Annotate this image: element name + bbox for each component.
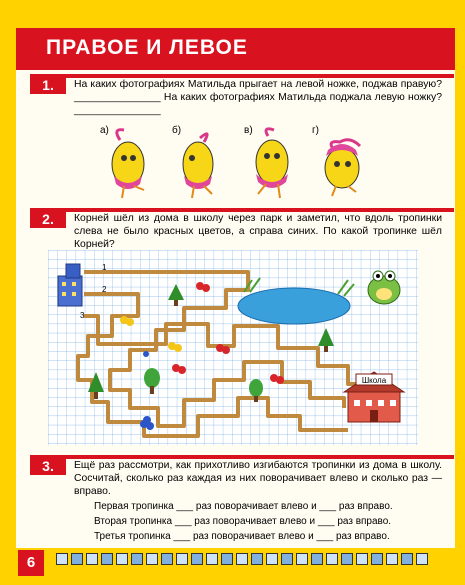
decor-tile xyxy=(311,553,323,565)
task1-number: 1. xyxy=(30,76,66,94)
task2-number: 2. xyxy=(30,210,66,228)
task3-text: Ещё раз рассмотри, как прихотливо изгибаются тропинки из дома в школу. Сосчитай, сколько раз каждая из них поворачивает влево и сколько раз — вправо. xyxy=(74,460,442,497)
decor-tile xyxy=(386,553,398,565)
chick-illustration-a xyxy=(112,130,144,198)
decor-tile xyxy=(116,553,128,565)
chick-illustration-v xyxy=(256,129,288,198)
decor-tile xyxy=(86,553,98,565)
task3-line-3: Третья тропинка ___ раз поворачивает влево и ___ раз вправо. xyxy=(94,531,390,542)
task2-text: Корней шёл из дома в школу через парк и заметил, что вдоль тропинки слева не было красных цветов, а справа синих. По какой тропинке шёл Корней? xyxy=(74,213,442,250)
chick-illustration-b xyxy=(183,134,213,198)
decor-tile xyxy=(131,553,143,565)
path-label-2: 2 xyxy=(102,285,107,294)
decor-tile xyxy=(71,553,83,565)
chick-illustration-g xyxy=(325,140,360,196)
task1-text: На каких фотографиях Матильда прыгает на левой ножке, поджав правую? _______________ На каких фотографиях Матильда поджала левую ножку? _______________ xyxy=(74,79,442,116)
task3-line-2: Вторая тропинка ___ раз поворачивает влево и ___ раз вправо. xyxy=(94,516,392,527)
decor-tile xyxy=(176,553,188,565)
page-number: 6 xyxy=(18,550,44,576)
task1-option-a: а) xyxy=(100,125,109,136)
school-sign: Школа xyxy=(361,376,387,385)
decor-tile xyxy=(251,553,263,565)
decor-tile xyxy=(101,553,113,565)
park-map xyxy=(48,250,418,445)
frog-icon xyxy=(368,271,400,304)
task3-number: 3. xyxy=(30,457,66,475)
flower-blue-icon xyxy=(143,351,149,357)
decor-tile xyxy=(236,553,248,565)
path-label-1: 1 xyxy=(102,263,107,272)
decor-tile xyxy=(206,553,218,565)
path-label-3: 3 xyxy=(80,311,85,320)
decor-tile xyxy=(371,553,383,565)
decor-tile xyxy=(281,553,293,565)
decor-tile xyxy=(161,553,173,565)
decor-tile xyxy=(146,553,158,565)
task1-option-b: б) xyxy=(172,125,182,136)
decor-tile xyxy=(221,553,233,565)
decor-tile xyxy=(401,553,413,565)
task1-option-g: г) xyxy=(312,125,319,136)
decor-tile xyxy=(191,553,203,565)
task1-option-v: в) xyxy=(244,125,253,136)
page-title: ПРАВОЕ И ЛЕВОЕ xyxy=(46,36,248,59)
decor-tile xyxy=(56,553,68,565)
task3-line-1: Первая тропинка ___ раз поворачивает влево и ___ раз вправо. xyxy=(94,501,393,512)
decor-tile xyxy=(416,553,428,565)
footer-pattern xyxy=(56,553,428,565)
decor-tile xyxy=(326,553,338,565)
decor-tile xyxy=(266,553,278,565)
decor-tile xyxy=(296,553,308,565)
decor-tile xyxy=(356,553,368,565)
decor-tile xyxy=(341,553,353,565)
